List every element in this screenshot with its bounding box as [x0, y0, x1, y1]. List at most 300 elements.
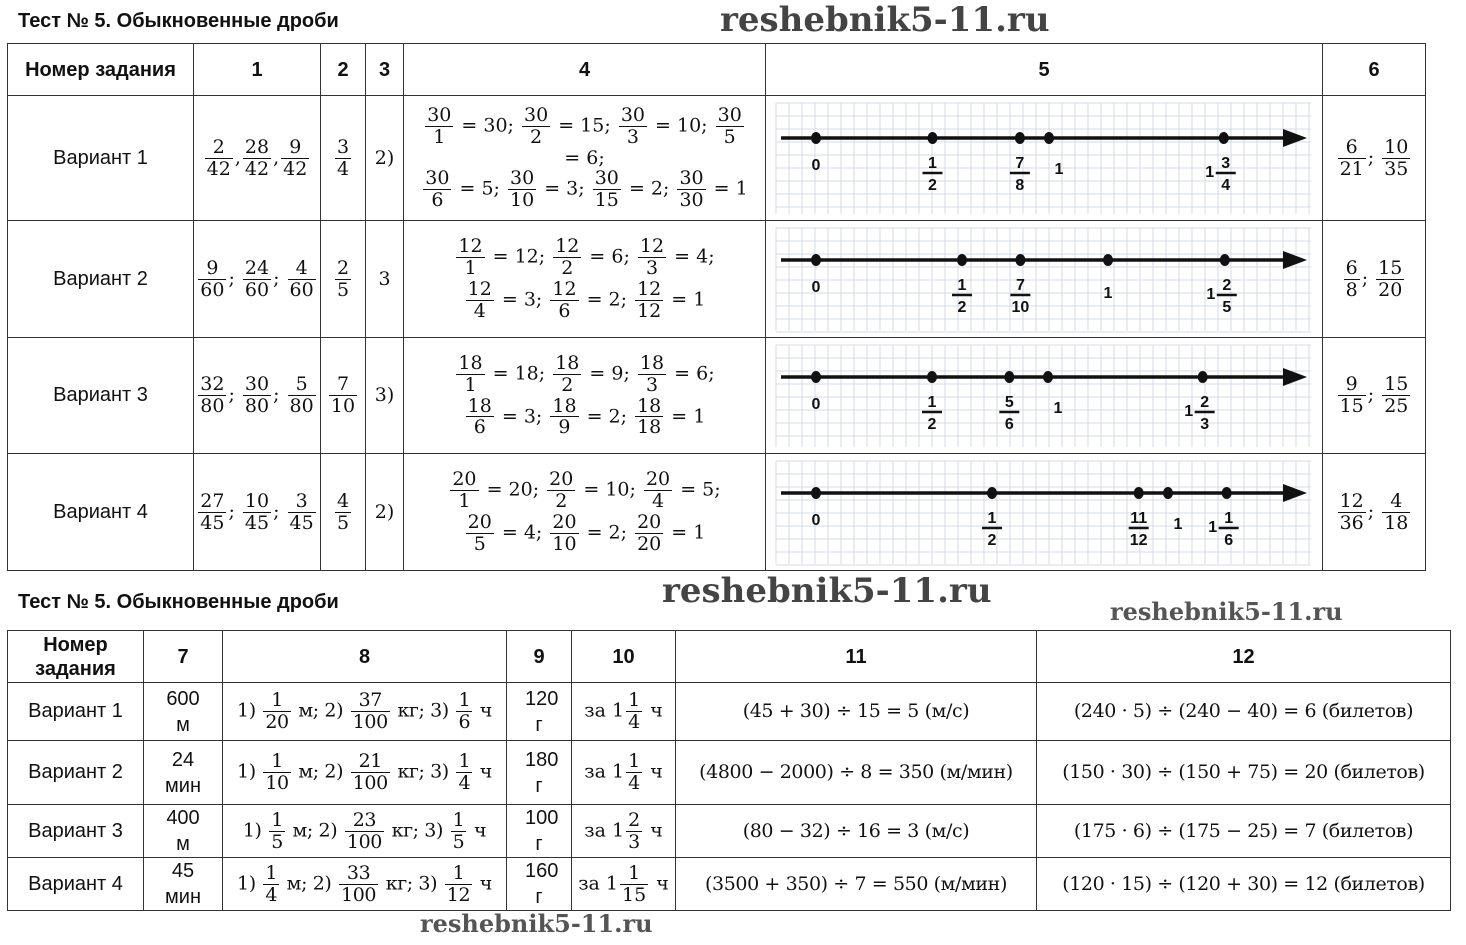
fraction [626, 751, 642, 794]
variant-label: Вариант 4 [8, 454, 194, 571]
point-marker [1103, 254, 1113, 266]
fraction [638, 236, 666, 279]
math-text: = 3; [495, 288, 549, 311]
math-text: кг; 3) [380, 872, 443, 894]
math-text: ; [273, 383, 286, 406]
point-marker [1015, 132, 1025, 144]
math-text: = 2; [580, 404, 634, 427]
denominator: 4 [652, 490, 665, 513]
denominator: 4 [628, 772, 641, 794]
point-marker [811, 254, 821, 266]
point-marker [1043, 371, 1053, 383]
fraction [335, 258, 351, 301]
col-header: 1 [194, 44, 321, 96]
math-text: ; [1367, 146, 1381, 168]
answer-10 [572, 805, 676, 858]
denominator: 1 [458, 490, 471, 513]
label-numerator: 7 [1015, 154, 1025, 172]
numerator: 9 [281, 137, 309, 159]
denominator: 4 [473, 299, 486, 322]
mixed-whole: 1 [1206, 285, 1216, 303]
math-text: 1) [237, 872, 262, 894]
math-text: , [273, 146, 280, 168]
numerator: 5 [288, 374, 316, 396]
variant-label: Вариант 1 [8, 683, 144, 741]
denominator: 10 [330, 395, 356, 417]
denominator: 4 [628, 711, 641, 733]
numerator: 1 [271, 808, 283, 831]
denominator: 4 [336, 157, 350, 180]
answer-7: 600 м [144, 683, 223, 741]
point-label: 1 [1054, 160, 1064, 178]
answer-6 [1323, 96, 1426, 221]
fraction [339, 863, 378, 906]
point-label: 1 [1053, 399, 1063, 417]
numerator: 12 [639, 235, 665, 258]
fraction [553, 353, 581, 396]
denominator: 6 [473, 416, 486, 439]
math-text: = 10; [649, 114, 714, 137]
math-text: = 9; [583, 362, 636, 385]
denominator: 5 [723, 125, 736, 148]
label-numerator: 1 [957, 276, 967, 294]
label-denominator: 2 [957, 298, 967, 316]
fraction [716, 105, 744, 148]
math-text: ; [1361, 267, 1375, 289]
denominator: 60 [200, 278, 225, 301]
fraction [445, 863, 472, 906]
watermark: reshebnik5-11.ru [720, 0, 1050, 40]
answer-1 [194, 454, 321, 571]
table-row [8, 858, 1451, 911]
answer-4 [404, 96, 766, 221]
math-text: м; 2) [286, 819, 343, 841]
variant-label: Вариант 1 [8, 96, 194, 221]
math-text: = 1 [707, 177, 748, 200]
label-denominator: 2 [928, 176, 937, 194]
fraction [638, 353, 666, 396]
fraction [288, 374, 316, 417]
denominator: 100 [352, 711, 388, 733]
answer-2 [321, 96, 366, 221]
math-text: за 1 [578, 872, 619, 894]
math-text: = 1 [665, 404, 706, 427]
denominator: 12 [446, 883, 471, 906]
numerator: 7 [329, 374, 357, 396]
label-numerator: 11 [1130, 509, 1148, 527]
number-line [766, 455, 1321, 570]
col-header: 6 [1323, 44, 1426, 96]
numerator: 1 [620, 863, 648, 885]
point-marker [957, 254, 967, 266]
answer-12: (175 · 6) ÷ (175 − 25) = 7 (билетов) [1037, 805, 1451, 858]
point-marker [1220, 254, 1230, 266]
denominator: 10 [265, 772, 289, 794]
denominator: 6 [458, 711, 471, 733]
math-text: = 15; [552, 114, 617, 137]
numerator: 30 [425, 167, 450, 190]
fraction [456, 690, 472, 733]
answer-2 [321, 338, 366, 454]
answer-11: (80 − 32) ÷ 16 = 3 (м/с) [676, 805, 1037, 858]
numerator: 10 [244, 489, 270, 512]
numerator: 30 [524, 103, 549, 126]
label-denominator: 10 [1011, 298, 1030, 316]
math-text: ч [650, 872, 669, 894]
numerator: 1 [263, 751, 290, 773]
math-text: за 1 [584, 760, 625, 783]
numerator: 1 [458, 750, 471, 773]
fraction [1338, 491, 1366, 534]
fraction [263, 751, 290, 794]
denominator: 8 [1345, 278, 1358, 301]
fraction [243, 258, 271, 301]
math-text: ; [228, 383, 241, 406]
denominator: 80 [200, 395, 225, 417]
label-denominator: 6 [1224, 531, 1234, 549]
math-text: , [234, 146, 241, 168]
col-header: 12 [1037, 631, 1451, 683]
fraction [450, 469, 478, 512]
label-numerator: 7 [1015, 276, 1025, 294]
denominator: 15 [594, 189, 619, 212]
math-text: м; 2) [281, 872, 338, 894]
col-header: 5 [766, 44, 1323, 96]
task-number-header: Номер задания [8, 631, 144, 683]
fraction [1338, 137, 1366, 180]
variant-label: Вариант 4 [8, 858, 144, 911]
col-header: 7 [144, 631, 223, 683]
answer-1 [194, 96, 321, 221]
mixed-whole: 1 [1184, 402, 1194, 420]
math-line [404, 168, 765, 211]
label-denominator: 4 [1221, 176, 1231, 194]
numerator: 12 [555, 235, 580, 258]
numerator: 20 [552, 511, 577, 533]
denominator: 1 [433, 125, 446, 148]
math-text: = 20; [480, 478, 546, 501]
point-label: 0 [811, 395, 821, 413]
answer-9: 180 г [507, 741, 572, 805]
denominator: 20 [265, 711, 289, 733]
table-row [8, 741, 1451, 805]
col-header: 4 [404, 44, 766, 96]
numerator: 6 [1338, 137, 1366, 159]
fraction [550, 279, 578, 322]
fraction [626, 810, 642, 853]
math-text: кг; 3) [391, 699, 455, 722]
point-marker [1015, 254, 1025, 266]
numerator: 30 [620, 103, 645, 126]
math-text: ч [468, 819, 487, 841]
point-marker [1198, 371, 1208, 383]
table-row [8, 338, 1426, 454]
point-marker [927, 371, 937, 383]
denominator: 3 [645, 373, 659, 396]
answers-table-2 [7, 630, 1451, 911]
answer-1 [194, 338, 321, 454]
denominator: 9 [558, 416, 571, 439]
denominator: 1 [464, 257, 477, 280]
math-text: = 5; [674, 478, 721, 501]
math-text: = 30; [455, 114, 520, 137]
answer-8 [223, 741, 507, 805]
fraction [198, 491, 226, 534]
math-line [404, 236, 765, 279]
denominator: 5 [336, 278, 350, 301]
denominator: 100 [352, 772, 388, 794]
math-text: = 3; [495, 404, 549, 427]
fraction [644, 469, 672, 512]
denominator: 5 [271, 830, 283, 853]
point-marker [928, 132, 938, 144]
answer-10 [572, 741, 676, 805]
table-row [8, 454, 1426, 571]
math-text: = 4; [495, 521, 549, 544]
point-label: 0 [811, 156, 821, 174]
denominator: 20 [1378, 278, 1403, 301]
axis-arrow-icon [1283, 129, 1307, 147]
math-text: м; 2) [292, 760, 349, 783]
math-line [404, 148, 765, 169]
fraction [335, 137, 351, 180]
label-denominator: 8 [1015, 176, 1025, 194]
fraction [466, 279, 494, 322]
numerator: 18 [637, 394, 662, 417]
variant-label: Вариант 3 [8, 805, 144, 858]
numerator: 4 [336, 489, 350, 512]
point-label: 0 [811, 511, 821, 529]
math-text: ; [228, 500, 241, 522]
answer-11: (3500 + 350) ÷ 7 = 550 (м/мин) [676, 858, 1037, 911]
point-marker [811, 487, 821, 499]
denominator: 80 [244, 395, 270, 417]
math-line [404, 279, 765, 322]
answer-5-number-line [766, 454, 1323, 571]
answer-8 [223, 858, 507, 911]
numerator: 9 [1338, 374, 1366, 396]
denominator: 21 [1339, 157, 1364, 180]
number-line [766, 222, 1321, 337]
denominator: 60 [244, 278, 270, 301]
point-marker [1044, 132, 1054, 144]
variant-label: Вариант 3 [8, 338, 194, 454]
col-header: 9 [507, 631, 572, 683]
fraction [1382, 491, 1410, 534]
label-denominator: 3 [1200, 415, 1210, 433]
variant-label: Вариант 2 [8, 221, 194, 338]
point-marker [1004, 371, 1014, 383]
denominator: 2 [555, 490, 568, 513]
fraction [456, 353, 484, 396]
math-text: ч [474, 760, 492, 783]
math-text: = 6; [668, 362, 715, 385]
numerator: 2 [336, 256, 350, 279]
fraction [423, 168, 451, 211]
numerator: 18 [639, 351, 665, 374]
denominator: 60 [289, 278, 314, 301]
point-marker [1222, 487, 1232, 499]
denominator: 5 [452, 830, 465, 853]
fraction [205, 137, 233, 180]
numerator: 3 [336, 135, 350, 158]
table-row [8, 221, 1426, 338]
table-header-row [8, 44, 1426, 96]
answer-2 [321, 221, 366, 338]
math-text: = 3; [538, 177, 591, 200]
answer-12: (120 · 15) ÷ (120 + 30) = 12 (билетов) [1037, 858, 1451, 911]
fraction [288, 491, 316, 534]
denominator: 4 [458, 772, 471, 794]
denominator: 45 [244, 511, 270, 534]
watermark: reshebnik5-11.ru [420, 909, 653, 938]
answer-9: 120 г [507, 683, 572, 741]
answer-8 [223, 683, 507, 741]
answer-5-number-line [766, 221, 1323, 338]
task-number-header: Номер задания [8, 44, 194, 96]
denominator: 35 [1384, 157, 1409, 180]
denominator: 15 [622, 883, 647, 906]
answer-9: 160 г [507, 858, 572, 911]
fraction [550, 512, 578, 555]
answer-6 [1323, 338, 1426, 454]
denominator: 2 [561, 257, 574, 280]
fraction [550, 396, 578, 439]
numerator: 18 [467, 394, 492, 417]
fraction [351, 690, 390, 733]
math-text: м; 2) [292, 699, 349, 722]
numerator: 6 [1345, 256, 1358, 279]
numerator: 27 [200, 489, 225, 512]
fraction [547, 469, 575, 512]
point-label: 0 [811, 278, 821, 296]
answer-3: 2) [366, 96, 404, 221]
denominator: 100 [341, 883, 377, 906]
denominator: 12 [637, 299, 662, 322]
numerator: 12 [552, 278, 577, 300]
math-text: ч [474, 699, 492, 722]
math-text: = 6; [583, 245, 636, 268]
point-label: 1 [1173, 515, 1183, 533]
numerator: 20 [452, 468, 477, 491]
numerator: 20 [637, 511, 662, 533]
numerator: 12 [458, 235, 483, 258]
fraction [329, 374, 357, 417]
math-text: = 10; [577, 478, 642, 501]
fraction [345, 810, 384, 853]
answer-7: 400 м [144, 805, 223, 858]
math-text: кг; 3) [385, 819, 449, 841]
numerator: 1 [445, 863, 472, 885]
denominator: 42 [206, 157, 231, 180]
denominator: 4 [265, 883, 278, 906]
test-title-2: Тест № 5. Обыкновенные дроби [18, 591, 339, 613]
fraction [198, 258, 226, 301]
answer-12: (240 · 5) ÷ (240 − 40) = 6 (билетов) [1037, 683, 1451, 741]
math-text: ч [644, 699, 663, 722]
denominator: 42 [244, 157, 270, 180]
fraction [1382, 374, 1410, 417]
numerator: 30 [679, 167, 704, 190]
fraction [351, 751, 390, 794]
label-numerator: 1 [927, 393, 937, 411]
table-row [8, 96, 1426, 221]
numerator: 9 [198, 258, 226, 280]
answer-6 [1323, 454, 1426, 571]
numerator: 10 [1384, 135, 1409, 158]
denominator: 42 [283, 157, 308, 180]
numerator: 33 [339, 863, 378, 885]
grid-paper [776, 103, 1311, 214]
answer-6 [1323, 221, 1426, 338]
math-text: ; [273, 500, 286, 522]
numerator: 20 [467, 511, 492, 533]
numerator: 30 [594, 167, 619, 190]
answer-3: 2) [366, 454, 404, 571]
fraction [263, 690, 290, 733]
denominator: 80 [289, 395, 314, 417]
col-header: 11 [676, 631, 1037, 683]
test-title-1: Тест № 5. Обыкновенные дроби [18, 10, 339, 32]
denominator: 30 [679, 189, 704, 212]
numerator: 20 [645, 468, 671, 491]
denominator: 2 [530, 125, 543, 148]
answer-4 [404, 338, 766, 454]
numerator: 21 [351, 751, 390, 773]
answer-4 [404, 221, 766, 338]
fraction [635, 396, 663, 439]
numerator: 12 [1339, 489, 1364, 512]
denominator: 18 [1384, 511, 1409, 534]
fraction [1382, 137, 1410, 180]
point-marker [1219, 132, 1229, 144]
math-text: = 12; [486, 245, 552, 268]
denominator: 15 [1339, 395, 1364, 417]
math-line [404, 105, 765, 148]
fraction [335, 491, 351, 534]
label-numerator: 1 [987, 509, 997, 527]
math-text: ; [1367, 383, 1381, 406]
numerator: 23 [345, 810, 384, 832]
point-marker [811, 132, 821, 144]
fraction [677, 168, 705, 211]
math-line [404, 396, 765, 439]
math-line [404, 469, 765, 512]
numerator: 2 [628, 808, 641, 831]
answer-3: 3 [366, 221, 404, 338]
math-text: = 18; [486, 362, 552, 385]
denominator: 20 [637, 532, 662, 555]
math-text: 1) [237, 760, 262, 783]
math-text: ч [644, 760, 663, 783]
fraction [1338, 374, 1366, 417]
label-numerator: 2 [1200, 393, 1210, 411]
math-text: ; [273, 267, 286, 289]
numerator: 4 [1382, 491, 1410, 513]
numerator: 15 [1384, 373, 1409, 396]
fraction [553, 236, 581, 279]
fraction [635, 279, 663, 322]
fraction [1344, 258, 1360, 301]
denominator: 3 [645, 257, 659, 280]
answer-7: 24 мин [144, 741, 223, 805]
label-denominator: 5 [1222, 298, 1232, 316]
fraction [522, 105, 550, 148]
math-text: ; [228, 267, 241, 289]
math-text: за 1 [584, 819, 625, 841]
numerator: 30 [427, 103, 452, 126]
denominator: 1 [464, 373, 477, 396]
